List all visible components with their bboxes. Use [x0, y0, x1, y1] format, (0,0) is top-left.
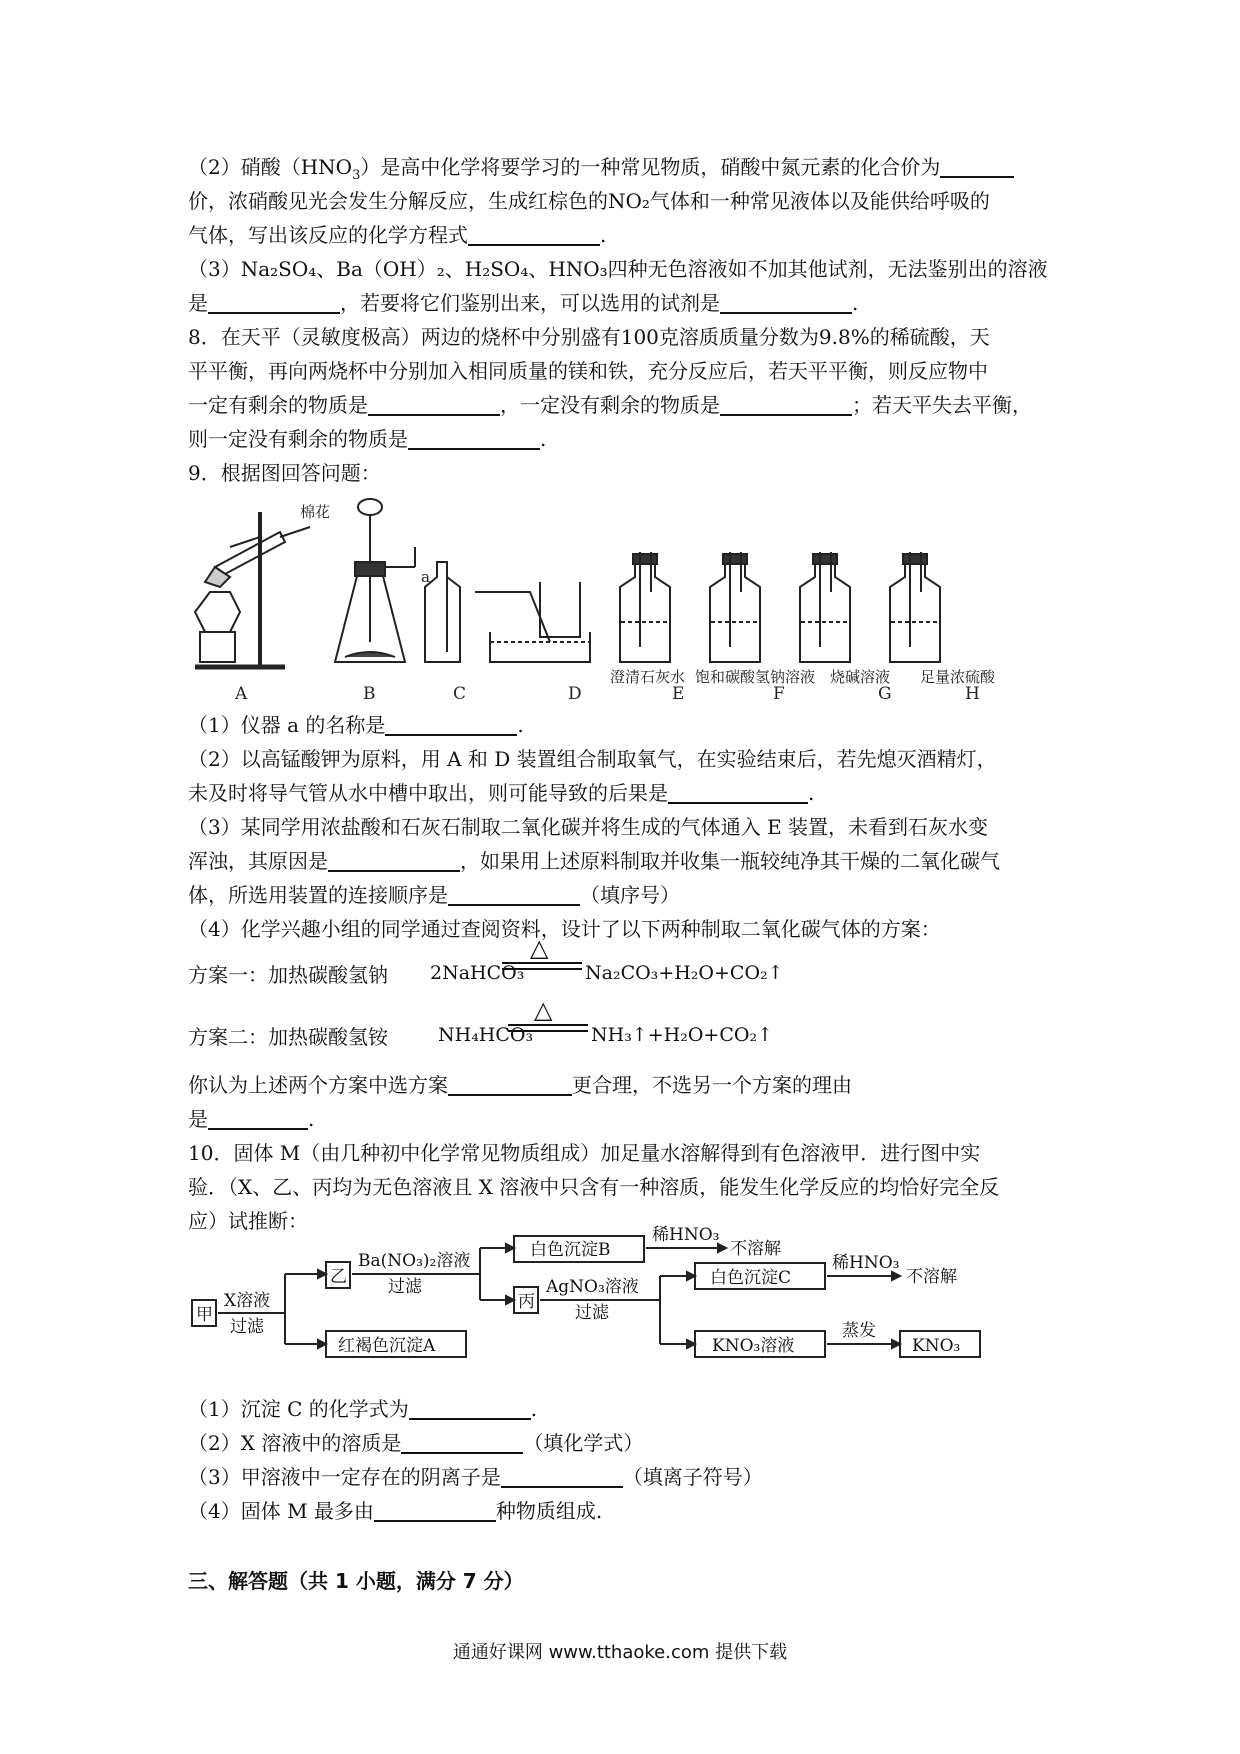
- q9-part4: （4）化学兴趣小组的同学通过查阅资料，设计了以下两种制取二氧化碳气体的方案：: [188, 917, 941, 941]
- node-white-precipitate-b: 白色沉淀B: [530, 1240, 611, 1260]
- q10-part4: （4）固体 M 最多由 种物质组成.: [188, 1499, 603, 1523]
- node-white-precipitate-c: 白色沉淀C: [710, 1268, 792, 1288]
- scheme1-label: 方案一：加热碳酸氢钠: [188, 963, 388, 987]
- label-b: B: [363, 684, 376, 704]
- answer-blank[interactable]: [408, 428, 540, 450]
- q9-part1: （1）仪器 a 的名称是 .: [188, 713, 524, 737]
- page-footer: 通通好课网 www.tthaoke.com 提供下载: [452, 1642, 788, 1663]
- flow-diagram: [190, 1225, 1000, 1360]
- apparatus-c: [425, 562, 460, 662]
- label-g: G: [878, 684, 892, 704]
- q10-part3: （3）甲溶液中一定存在的阴离子是 （填离子符号）: [188, 1465, 763, 1489]
- q8-line2: 平平衡，再向两烧杯中分别加入相同质量的镁和铁，充分反应后，若天平平衡，则反应物中: [188, 359, 988, 383]
- reagent-bano3: Ba(NO₃)₂溶液: [358, 1251, 471, 1271]
- q10-line3: 应）试推断：: [188, 1209, 308, 1233]
- step-evaporate: 蒸发: [842, 1321, 876, 1341]
- q9-part2-line1: （2）以高锰酸钾为原料，用 A 和 D 装置组合制取氧气，在实验结束后，若先熄灭酒精灯，: [188, 747, 997, 771]
- label-f: F: [773, 684, 785, 704]
- q9-part2-line2: 未及时将导气管从水中槽中取出，则可能导致的后果是 .: [188, 781, 815, 805]
- answer-blank[interactable]: [374, 1500, 496, 1522]
- q10-line2: 验．（X、乙、丙均为无色溶液且 X 溶液中只含有一种溶质，能发生化学反应的均恰好完全反: [188, 1175, 1000, 1199]
- q9-conclusion-line2: 是 .: [188, 1107, 315, 1131]
- apparatus-h: [890, 552, 940, 662]
- answer-blank[interactable]: [468, 224, 600, 246]
- q8-line1: 8．在天平（灵敏度极高）两边的烧杯中分别盛有100克溶质质量分数为9.8%的稀硫酸，天: [188, 325, 990, 349]
- reagent-agno3: AgNO₃溶液: [546, 1277, 639, 1297]
- answer-blank[interactable]: [720, 292, 852, 314]
- apparatus-d: [475, 582, 590, 662]
- q9-title: 9．根据图回答问题：: [188, 461, 381, 485]
- answer-blank[interactable]: [328, 850, 460, 872]
- q7-part2-line3: 气体，写出该反应的化学方程式 .: [188, 223, 607, 247]
- equals-sign: [502, 960, 582, 974]
- q7-part2-line1: （2）硝酸$(HNO_3)$是高中化学将要学习的一种常见物质，硝酸中氮元素的化合价为: [188, 154, 1014, 189]
- cotton-label: 棉花: [300, 503, 331, 521]
- apparatus-a: [195, 512, 310, 667]
- node-kno3: KNO₃: [912, 1336, 961, 1356]
- apparatus-e: [620, 552, 670, 662]
- node-red-brown-precipitate-a: 红褐色沉淀A: [338, 1336, 436, 1356]
- answer-blank[interactable]: [448, 884, 580, 906]
- bottle-label-g: 烧碱溶液: [830, 668, 891, 686]
- reagent-x: X溶液: [224, 1291, 271, 1311]
- q7-part2-line2: 价，浓硝酸见光会发生分解反应，生成红棕色的NO₂气体和一种常见液体以及能供给呼吸的: [188, 189, 990, 213]
- scheme1-reactant: 2NaHCO₃: [430, 962, 525, 984]
- label-e: E: [672, 684, 685, 704]
- q7-part3-line2: 是 ，若要将它们鉴别出来，可以选用的试剂是 .: [188, 291, 859, 315]
- q8-line4: 则一定没有剩余的物质是 .: [188, 427, 547, 451]
- label-d: D: [568, 684, 582, 704]
- bottle-label-e: 澄清石灰水: [610, 668, 686, 686]
- q10-part2: （2）X 溶液中的溶质是 （填化学式）: [188, 1431, 644, 1455]
- label-h: H: [965, 684, 980, 704]
- heat-symbol: △: [530, 934, 549, 962]
- answer-blank[interactable]: [668, 782, 808, 804]
- answer-blank[interactable]: [401, 1432, 523, 1454]
- node-bing: 丙: [518, 1292, 535, 1312]
- equals-sign: [508, 1022, 588, 1036]
- apparatus-g: [800, 552, 850, 662]
- heat-symbol: △: [534, 996, 553, 1024]
- scheme2-label: 方案二：加热碳酸氢铵: [188, 1025, 388, 1049]
- bottle-label-f: 饱和碳酸氢钠溶液: [695, 668, 816, 686]
- label-a: A: [235, 684, 248, 704]
- q9-conclusion-line1: 你认为上述两个方案中选方案 更合理，不选另一个方案的理由: [188, 1073, 852, 1097]
- reagent-hno3: 稀HNO₃: [652, 1225, 720, 1245]
- answer-blank[interactable]: [208, 292, 340, 314]
- answer-blank[interactable]: [448, 1074, 572, 1096]
- q10-part1: （1）沉淀 C 的化学式为 .: [188, 1397, 538, 1421]
- q10-line1: 10．固体 M（由几种初中化学常见物质组成）加足量水溶解得到有色溶液甲．进行图中实: [188, 1141, 981, 1165]
- filter-label: 过滤: [575, 1303, 609, 1323]
- q9-part3-line1: （3）某同学用浓盐酸和石灰石制取二氧化碳并将生成的气体通入 E 装置，未看到石灰水变: [188, 815, 989, 839]
- answer-blank[interactable]: [940, 156, 1014, 178]
- answer-blank[interactable]: [385, 714, 517, 736]
- section-heading: 三、解答题（共 1 小题，满分 7 分）: [188, 1569, 524, 1593]
- q9-part3-line2: 浑浊，其原因是 ，如果用上述原料制取并收集一瓶较纯净其干燥的二氧化碳气: [188, 849, 1000, 873]
- answer-blank[interactable]: [501, 1466, 623, 1488]
- apparatus-b: [335, 499, 415, 662]
- node-yi: 乙: [330, 1267, 347, 1287]
- scheme2-reactant: NH₄HCO₃: [438, 1024, 534, 1046]
- label-c: C: [453, 684, 467, 704]
- bottle-label-h: 足量浓硫酸: [920, 668, 996, 686]
- answer-blank[interactable]: [208, 1108, 308, 1130]
- answer-blank[interactable]: [409, 1398, 531, 1420]
- result-insoluble: 不溶解: [906, 1267, 957, 1287]
- scheme1-products: Na₂CO₃+H₂O+CO₂↑: [585, 962, 784, 984]
- answer-blank[interactable]: [368, 394, 500, 416]
- q9-part3-line3: 体，所选用装置的连接顺序是 （填序号）: [188, 883, 680, 907]
- q7-part3-line1: （3）Na₂SO₄、Ba（OH）₂、H₂SO₄、HNO₃四种无色溶液如不加其他试剂，无法鉴别出的溶液: [188, 257, 1048, 281]
- apparatus-figure: [185, 492, 1035, 702]
- q8-line3: 一定有剩余的物质是 ，一定没有剩余的物质是 ；若天平失去平衡，: [188, 393, 1032, 417]
- instrument-a-mark: a: [421, 568, 430, 586]
- filter-label: 过滤: [388, 1277, 422, 1297]
- node-kno3-solution: KNO₃溶液: [712, 1336, 795, 1356]
- apparatus-f: [710, 552, 760, 662]
- node-jia: 甲: [196, 1305, 213, 1325]
- answer-blank[interactable]: [720, 394, 852, 416]
- scheme2-products: NH₃↑+H₂O+CO₂↑: [591, 1024, 773, 1046]
- reagent-hno3: 稀HNO₃: [832, 1253, 900, 1273]
- filter-label: 过滤: [230, 1317, 264, 1337]
- result-insoluble: 不溶解: [730, 1239, 781, 1259]
